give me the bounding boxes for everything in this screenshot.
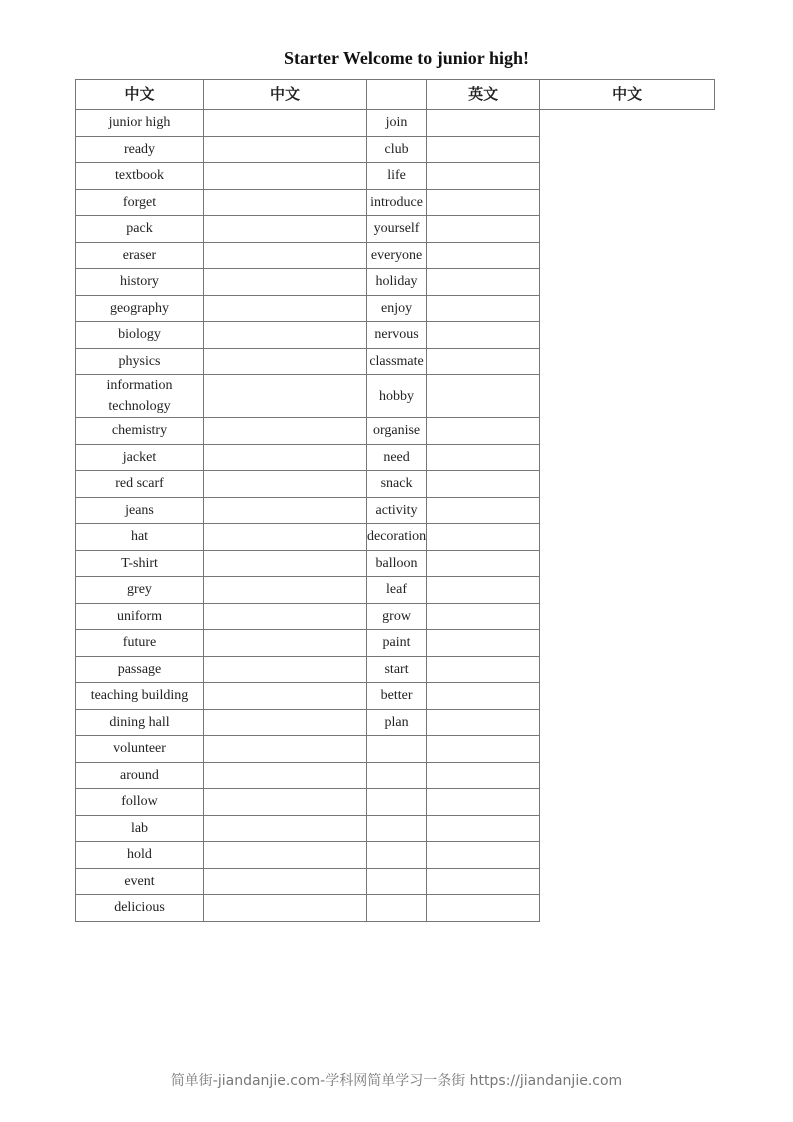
right-word [367,815,427,842]
right-answer-cell[interactable] [427,656,540,683]
table-row [76,471,715,498]
right-word [367,762,427,789]
right-answer-cell[interactable] [427,630,540,657]
table-row [76,709,715,736]
right-word: grow [367,603,427,630]
table-row [76,630,715,657]
left-word: eraser [76,242,204,269]
vocabulary-table [75,79,715,922]
right-answer-cell[interactable] [427,444,540,471]
right-answer-cell[interactable] [427,375,540,418]
left-answer-cell[interactable] [204,709,367,736]
left-word: physics [76,348,204,375]
left-answer-cell[interactable] [204,136,367,163]
left-answer-cell[interactable] [204,163,367,190]
left-answer-cell[interactable] [204,630,367,657]
right-word [367,868,427,895]
right-answer-cell[interactable] [427,418,540,445]
table-row [76,868,715,895]
left-word: textbook [76,163,204,190]
table-row [76,656,715,683]
left-word: chemistry [76,418,204,445]
footer-watermark: 简单街-jiandanjie.com-学科网简单学习一条街 https://jiandanjie.com [170,1073,623,1089]
left-answer-cell[interactable] [204,418,367,445]
right-answer-cell[interactable] [427,683,540,710]
left-word: forget [76,189,204,216]
vocabulary-rows [76,110,715,922]
right-answer-cell[interactable] [427,110,540,137]
left-word: biology [76,322,204,349]
table-row [76,683,715,710]
right-answer-cell[interactable] [427,242,540,269]
right-answer-cell[interactable] [427,269,540,296]
left-answer-cell[interactable] [204,322,367,349]
left-answer-cell[interactable] [204,789,367,816]
right-answer-cell[interactable] [427,815,540,842]
right-word: nervous [367,322,427,349]
left-answer-cell[interactable] [204,868,367,895]
right-answer-cell[interactable] [427,762,540,789]
left-word: delicious [76,895,204,922]
left-word: jeans [76,497,204,524]
right-answer-cell[interactable] [427,497,540,524]
right-word: holiday [367,269,427,296]
table-row [76,269,715,296]
right-answer-cell[interactable] [427,163,540,190]
left-word: teaching building [76,683,204,710]
right-answer-cell[interactable] [427,895,540,922]
left-word: history [76,269,204,296]
table-row [76,216,715,243]
right-word: start [367,656,427,683]
left-answer-cell[interactable] [204,471,367,498]
left-word: information technology [76,375,204,418]
right-word: snack [367,471,427,498]
left-word: junior high [76,110,204,137]
left-answer-cell[interactable] [204,242,367,269]
right-answer-cell[interactable] [427,577,540,604]
left-word: pack [76,216,204,243]
right-word: balloon [367,550,427,577]
left-word: hold [76,842,204,869]
right-answer-cell[interactable] [427,842,540,869]
table-row [76,603,715,630]
table-row [76,497,715,524]
left-answer-cell[interactable] [204,348,367,375]
table-row [76,736,715,763]
left-answer-cell[interactable] [204,375,367,418]
column-gap [367,80,427,110]
left-answer-cell[interactable] [204,577,367,604]
left-answer-cell[interactable] [204,524,367,551]
table-row [76,815,715,842]
left-answer-cell[interactable] [204,295,367,322]
right-answer-cell[interactable] [427,322,540,349]
table-row [76,322,715,349]
right-word: introduce [367,189,427,216]
left-word: red scarf [76,471,204,498]
left-word: geography [76,295,204,322]
right-answer-cell[interactable] [427,736,540,763]
right-answer-cell[interactable] [427,709,540,736]
left-word: dining hall [76,709,204,736]
left-answer-cell[interactable] [204,269,367,296]
right-answer-cell[interactable] [427,524,540,551]
right-word: hobby [367,375,427,418]
right-word [367,895,427,922]
table-header-row [76,80,715,110]
header-left-word: 中文 [76,80,204,110]
table-row [76,189,715,216]
right-word: leaf [367,577,427,604]
right-word: yourself [367,216,427,243]
header-right-answer: 中文 [540,80,715,110]
left-word: jacket [76,444,204,471]
right-answer-cell[interactable] [427,136,540,163]
header-right-word: 英文 [427,80,540,110]
left-word: volunteer [76,736,204,763]
right-word: club [367,136,427,163]
right-word: need [367,444,427,471]
right-word: organise [367,418,427,445]
right-answer-cell[interactable] [427,789,540,816]
right-word: join [367,110,427,137]
table-row [76,524,715,551]
table-row [76,444,715,471]
right-word: better [367,683,427,710]
left-answer-cell[interactable] [204,736,367,763]
right-answer-cell[interactable] [427,216,540,243]
left-answer-cell[interactable] [204,683,367,710]
right-word: decoration [367,524,427,551]
left-word: grey [76,577,204,604]
left-answer-cell[interactable] [204,550,367,577]
left-word: lab [76,815,204,842]
right-word: activity [367,497,427,524]
right-word [367,842,427,869]
right-answer-cell[interactable] [427,550,540,577]
left-word: event [76,868,204,895]
table-row [76,895,715,922]
right-word: life [367,163,427,190]
right-word: paint [367,630,427,657]
left-answer-cell[interactable] [204,497,367,524]
left-word: future [76,630,204,657]
left-answer-cell[interactable] [204,216,367,243]
right-word: classmate [367,348,427,375]
left-answer-cell[interactable] [204,895,367,922]
left-word: follow [76,789,204,816]
left-answer-cell[interactable] [204,110,367,137]
left-word: ready [76,136,204,163]
left-word: uniform [76,603,204,630]
table-row [76,789,715,816]
table-row [76,577,715,604]
table-row [76,295,715,322]
table-row [76,163,715,190]
table-row [76,242,715,269]
left-word: hat [76,524,204,551]
header-left-answer: 中文 [204,80,367,110]
table-row [76,842,715,869]
left-answer-cell[interactable] [204,842,367,869]
right-answer-cell[interactable] [427,189,540,216]
page-title: Starter Welcome to junior high! [284,48,529,68]
right-answer-cell[interactable] [427,348,540,375]
right-word: everyone [367,242,427,269]
table-row [76,762,715,789]
left-answer-cell[interactable] [204,762,367,789]
left-word: passage [76,656,204,683]
table-row [76,375,715,418]
right-word: plan [367,709,427,736]
left-word: around [76,762,204,789]
table-row [76,136,715,163]
left-answer-cell[interactable] [204,444,367,471]
left-word: T-shirt [76,550,204,577]
right-word: enjoy [367,295,427,322]
left-answer-cell[interactable] [204,189,367,216]
left-answer-cell[interactable] [204,815,367,842]
right-word [367,789,427,816]
right-answer-cell[interactable] [427,868,540,895]
right-answer-cell[interactable] [427,603,540,630]
right-answer-cell[interactable] [427,295,540,322]
table-row [76,550,715,577]
table-row [76,348,715,375]
left-answer-cell[interactable] [204,656,367,683]
right-answer-cell[interactable] [427,471,540,498]
table-row [76,418,715,445]
right-word [367,736,427,763]
left-answer-cell[interactable] [204,603,367,630]
table-row [76,110,715,137]
